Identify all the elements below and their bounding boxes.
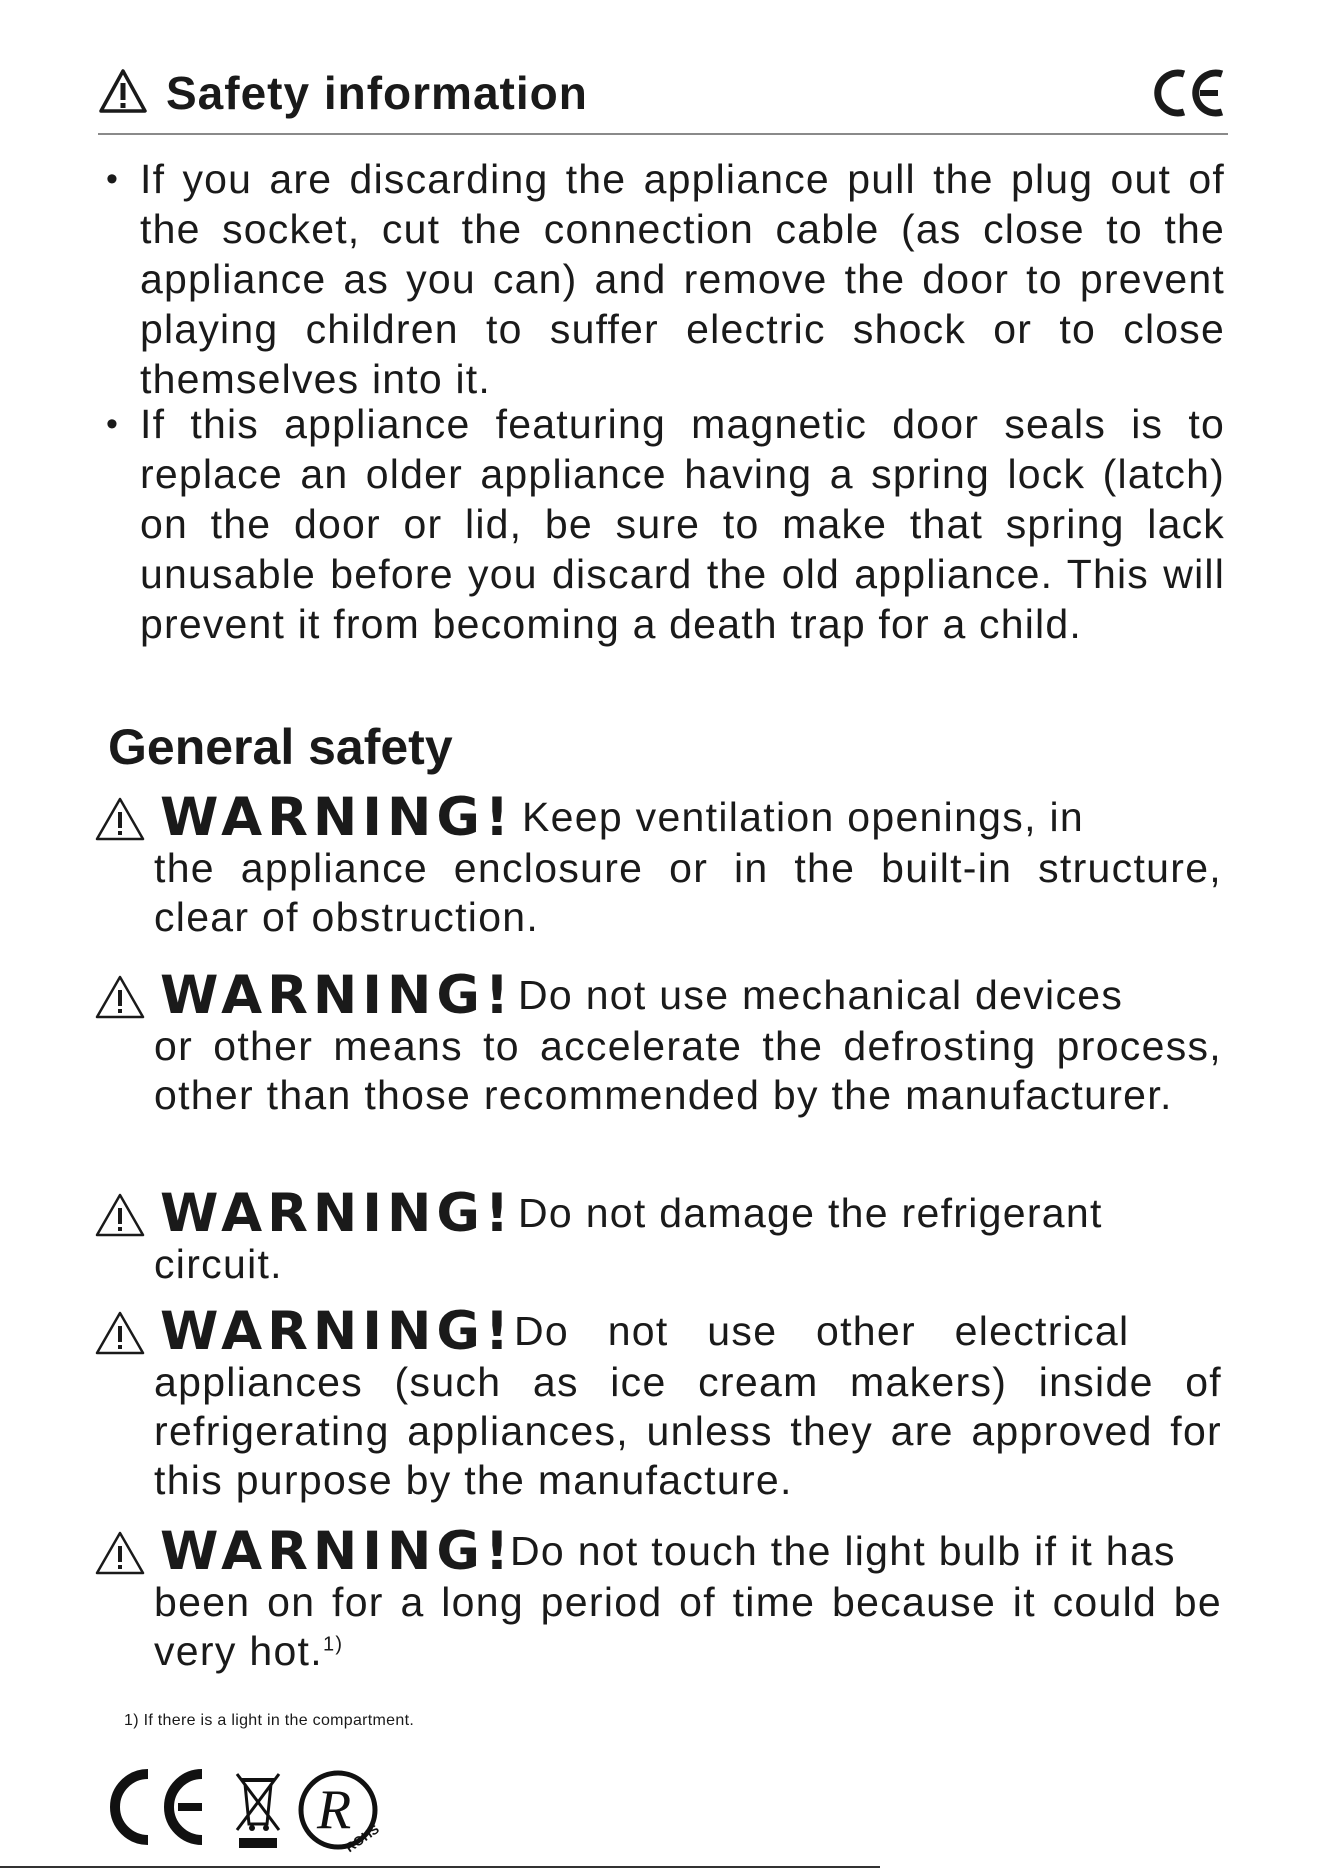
page-header [98, 62, 1228, 132]
rohs-icon [301, 1773, 382, 1855]
warning-text-first: Do not use mechanical devices [518, 972, 1124, 1018]
warning-triangle-icon [94, 796, 146, 842]
warning-text-first: Do not damage the refrigerant [518, 1190, 1103, 1236]
warning-label: WARNING! [160, 1183, 515, 1244]
footnote: 1) If there is a light in the compartment. [124, 1712, 415, 1729]
ce-mark-icon [115, 1774, 202, 1840]
warning-text-body: been on for a long period of time because it could be very hot. [154, 1579, 1222, 1674]
warning-triangle-icon [94, 974, 146, 1020]
warning-text-first: Keep ventilation openings, in [522, 794, 1084, 840]
rohs-label: ROHS [342, 1821, 382, 1856]
warning-text: the appliance enclosure or in the built-in structure, clear of obstruction. [154, 845, 1222, 940]
warning-triangle-icon [94, 1310, 146, 1356]
bullet-icon: • [106, 160, 120, 198]
rohs-letter: R [317, 1779, 352, 1841]
bullet-text: If this appliance featuring magnetic door seals is to replace an older appliance having a spring lock (latch) on the door or lid, be sure to make that spring lack unusable before you discard the old appliance. This will prevent it from becoming a death trap for a child. [140, 401, 1225, 647]
bullet-text: If you are discarding the appliance pull the plug out of the socket, cut the connection cable (as close to the appliance as you can) and remove the door to prevent playing children to suffer electric shock or to close themselves into it. [140, 156, 1225, 402]
warning-text: circuit. [154, 1241, 283, 1287]
warning-text [154, 1578, 1222, 1676]
warning-text: or other means to accelerate the defrosting process, other than those recommended by the manufacturer. [154, 1023, 1222, 1118]
warning-label: WARNING! [160, 1301, 515, 1362]
bottom-rule [0, 1866, 880, 1868]
compliance-marks [102, 1760, 402, 1860]
weee-bin-icon [237, 1774, 279, 1848]
warning-triangle-icon [94, 1530, 146, 1576]
warning-triangle-icon [94, 1192, 146, 1238]
bullet-icon: • [106, 405, 120, 443]
warning-text: appliances (such as ice cream makers) inside of refrigerating appliances, unless they are approved for this purpose by the manufacture. [154, 1359, 1222, 1503]
warning-label: WARNING! [160, 965, 515, 1026]
warning-triangle-icon [98, 68, 148, 114]
header-rule [98, 133, 1228, 135]
footnote-ref: 1) [322, 1633, 344, 1656]
ce-mark-icon [1150, 66, 1228, 120]
warning-label: WARNING! [160, 1521, 515, 1582]
warning-label: WARNING! [160, 787, 515, 848]
section-title: General safety [108, 719, 453, 775]
warning-text-first: Do not use other electrical [514, 1308, 1130, 1354]
warning-text-first: Do not touch the light bulb if it has [510, 1528, 1176, 1574]
page-title: Safety information [166, 67, 588, 119]
